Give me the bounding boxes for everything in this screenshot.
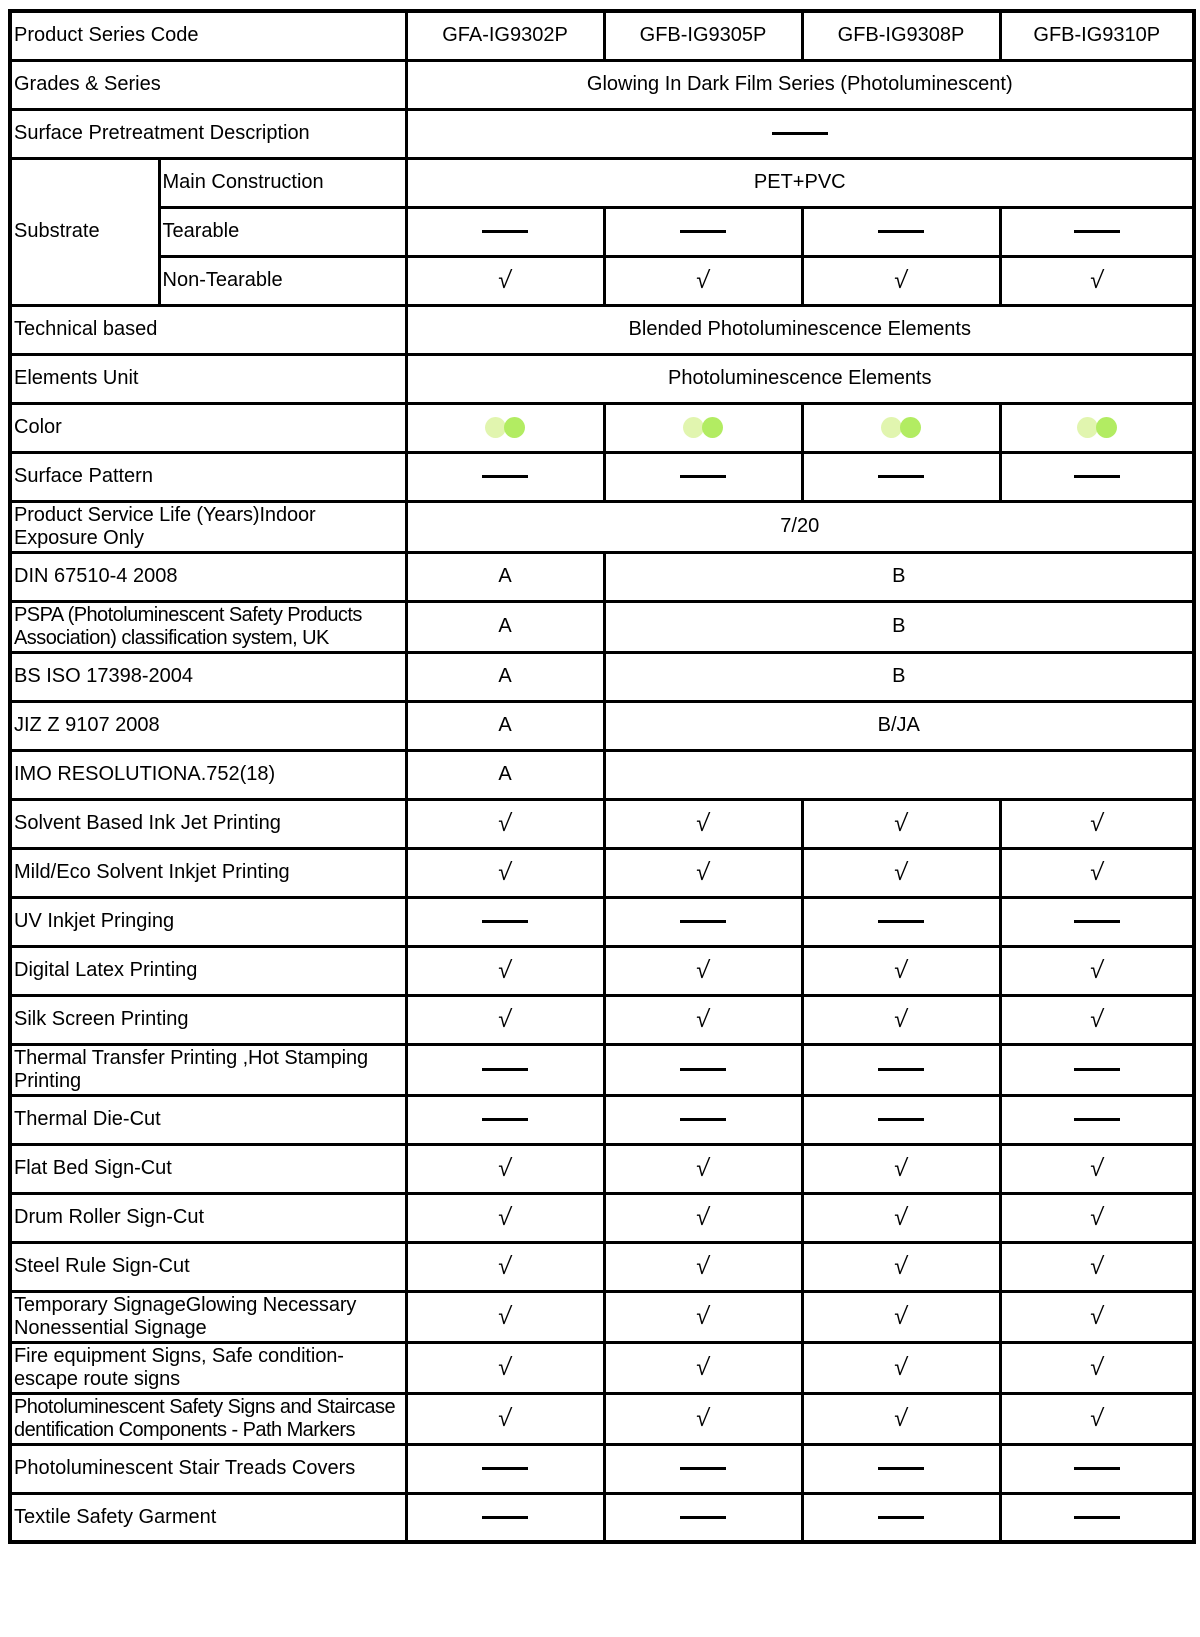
value-cell: Photoluminescence Elements (406, 354, 1194, 403)
table-row-jiz (10, 701, 1194, 750)
value-cell (1000, 897, 1194, 946)
color-dot-bright-icon (900, 417, 921, 438)
value-cell (406, 1193, 604, 1242)
row-label: PSPA (Photoluminescent Safety Products Association) classification system, UK (10, 601, 406, 652)
value-cell (802, 256, 1000, 305)
value-cell: A (406, 552, 604, 601)
dash-icon (680, 1467, 726, 1470)
row-label: Product Series Code (10, 11, 406, 60)
value-cell: A (406, 652, 604, 701)
row-label: Temporary SignageGlowing Necessary Nonessential Signage (10, 1291, 406, 1342)
color-swatch-cell (604, 403, 802, 452)
value-cell: PET+PVC (406, 158, 1194, 207)
check-icon: √ (497, 1353, 514, 1381)
value-cell: B (604, 652, 1194, 701)
row-group-label: Substrate (10, 158, 159, 305)
dash-icon (1074, 1467, 1120, 1470)
dash-icon (1074, 230, 1120, 233)
value-cell (802, 897, 1000, 946)
value-cell: B/JA (604, 701, 1194, 750)
row-label: Thermal Transfer Printing ,Hot Stamping Printing (10, 1044, 406, 1095)
check-icon: √ (893, 1154, 910, 1182)
value-cell (406, 995, 604, 1044)
row-label: Color (10, 403, 406, 452)
check-icon: √ (1088, 1005, 1105, 1033)
value-cell (406, 1044, 604, 1095)
color-dot-bright-icon (504, 417, 525, 438)
value-cell: 7/20 (406, 501, 1194, 552)
value-cell: GFB-IG9310P (1000, 11, 1194, 60)
check-icon: √ (893, 956, 910, 984)
empty-cell (604, 750, 1194, 799)
value-cell (604, 207, 802, 256)
table-row-grades-series (10, 60, 1194, 109)
value-cell (406, 848, 604, 897)
value-cell (802, 1393, 1000, 1444)
value-cell (1000, 452, 1194, 501)
dash-icon (680, 230, 726, 233)
dash-icon (482, 920, 528, 923)
row-label: Grades & Series (10, 60, 406, 109)
value-cell: A (406, 701, 604, 750)
check-icon: √ (893, 809, 910, 837)
value-cell (1000, 1342, 1194, 1393)
check-icon: √ (695, 858, 712, 886)
check-icon: √ (1088, 809, 1105, 837)
dash-icon (680, 475, 726, 478)
value-cell (802, 946, 1000, 995)
value-cell (802, 452, 1000, 501)
row-label: Thermal Die-Cut (10, 1095, 406, 1144)
color-dot-light-icon (485, 417, 506, 438)
value-cell (802, 1095, 1000, 1144)
value-cell (604, 1095, 802, 1144)
table-row-safety-signs-markers (10, 1393, 1194, 1444)
dash-icon (878, 920, 924, 923)
value-cell (406, 1342, 604, 1393)
check-icon: √ (893, 1353, 910, 1381)
row-label: Silk Screen Printing (10, 995, 406, 1044)
table-row-flat-bed (10, 1144, 1194, 1193)
value-cell (802, 1493, 1000, 1542)
value-cell (406, 1444, 604, 1493)
value-cell (1000, 848, 1194, 897)
table-row-uv-inkjet (10, 897, 1194, 946)
check-icon: √ (695, 956, 712, 984)
value-cell (1000, 256, 1194, 305)
table-row-eco-solvent (10, 848, 1194, 897)
value-cell (406, 1393, 604, 1444)
check-icon: √ (1088, 1154, 1105, 1182)
table-row-bs-iso (10, 652, 1194, 701)
value-cell: GFA-IG9302P (406, 11, 604, 60)
check-icon: √ (1088, 1203, 1105, 1231)
check-icon: √ (497, 1404, 514, 1432)
check-icon: √ (893, 266, 910, 294)
color-swatch-cell (1000, 403, 1194, 452)
table-row-temporary-signage (10, 1291, 1194, 1342)
table-row-digital-latex (10, 946, 1194, 995)
value-cell (1000, 207, 1194, 256)
dash-icon (878, 230, 924, 233)
table-row-din-67510 (10, 552, 1194, 601)
check-icon: √ (893, 1252, 910, 1280)
value-cell (802, 1044, 1000, 1095)
dash-icon (482, 1516, 528, 1519)
value-cell (1000, 946, 1194, 995)
check-icon: √ (695, 1203, 712, 1231)
value-cell (1000, 1444, 1194, 1493)
row-label: Main Construction (159, 158, 406, 207)
check-icon: √ (1088, 1302, 1105, 1330)
value-cell (1000, 1144, 1194, 1193)
value-cell (604, 1242, 802, 1291)
check-icon: √ (497, 266, 514, 294)
check-icon: √ (695, 1404, 712, 1432)
check-icon: √ (497, 956, 514, 984)
check-icon: √ (695, 1353, 712, 1381)
value-cell (802, 1193, 1000, 1242)
value-cell (604, 1193, 802, 1242)
dash-icon (1074, 920, 1120, 923)
value-cell (604, 1044, 802, 1095)
color-dot-light-icon (881, 417, 902, 438)
value-cell (604, 452, 802, 501)
value-cell (604, 1393, 802, 1444)
color-swatch-cell (802, 403, 1000, 452)
value-cell (604, 897, 802, 946)
dash-icon (680, 1118, 726, 1121)
value-cell: B (604, 601, 1194, 652)
row-label: Flat Bed Sign-Cut (10, 1144, 406, 1193)
value-cell (802, 1144, 1000, 1193)
check-icon: √ (695, 266, 712, 294)
value-cell (1000, 1193, 1194, 1242)
row-label: Solvent Based Ink Jet Printing (10, 799, 406, 848)
row-label: IMO RESOLUTIONA.752(18) (10, 750, 406, 799)
check-icon: √ (893, 1302, 910, 1330)
row-label: UV Inkjet Pringing (10, 897, 406, 946)
check-icon: √ (497, 1302, 514, 1330)
table-row-product-series-code (10, 11, 1194, 60)
table-row-thermal-transfer (10, 1044, 1194, 1095)
row-label: DIN 67510-4 2008 (10, 552, 406, 601)
value-cell (802, 1342, 1000, 1393)
value-cell (1000, 799, 1194, 848)
row-label: Elements Unit (10, 354, 406, 403)
value-cell (604, 1291, 802, 1342)
row-label: Digital Latex Printing (10, 946, 406, 995)
table-row-steel-rule (10, 1242, 1194, 1291)
check-icon: √ (695, 1154, 712, 1182)
table-row-stair-treads (10, 1444, 1194, 1493)
row-label: Technical based (10, 305, 406, 354)
dash-icon (482, 230, 528, 233)
row-label: Photoluminescent Safety Signs and Staircase dentification Components - Path Markers (10, 1393, 406, 1444)
check-icon: √ (497, 1005, 514, 1033)
value-cell: Glowing In Dark Film Series (Photoluminescent) (406, 60, 1194, 109)
row-label: BS ISO 17398-2004 (10, 652, 406, 701)
dash-icon (680, 920, 726, 923)
dash-icon (1074, 1118, 1120, 1121)
color-swatch-cell (406, 403, 604, 452)
table-row-pspa (10, 601, 1194, 652)
check-icon: √ (1088, 858, 1105, 886)
value-cell (1000, 1095, 1194, 1144)
table-row-tearable (10, 207, 1194, 256)
dash-icon (680, 1516, 726, 1519)
table-row-service-life (10, 501, 1194, 552)
table-row-technical-based (10, 305, 1194, 354)
dash-icon (772, 132, 828, 135)
row-label: Tearable (159, 207, 406, 256)
table-row-silk-screen (10, 995, 1194, 1044)
value-cell (1000, 1291, 1194, 1342)
dash-icon (482, 1467, 528, 1470)
spec-table-body (10, 11, 1194, 1542)
value-cell: Blended Photoluminescence Elements (406, 305, 1194, 354)
value-cell (406, 946, 604, 995)
table-row-textile-garment (10, 1493, 1194, 1542)
check-icon: √ (497, 1154, 514, 1182)
value-cell (406, 1095, 604, 1144)
color-dot-bright-icon (702, 417, 723, 438)
check-icon: √ (695, 1302, 712, 1330)
row-label: Textile Safety Garment (10, 1493, 406, 1542)
table-row-solvent-inkjet (10, 799, 1194, 848)
check-icon: √ (893, 1005, 910, 1033)
value-cell (604, 1444, 802, 1493)
value-cell (604, 946, 802, 995)
check-icon: √ (1088, 1353, 1105, 1381)
check-icon: √ (1088, 1404, 1105, 1432)
value-cell (406, 452, 604, 501)
value-cell (406, 897, 604, 946)
row-label: Steel Rule Sign-Cut (10, 1242, 406, 1291)
value-cell (604, 1342, 802, 1393)
value-cell (604, 995, 802, 1044)
table-row-surface-pretreatment (10, 109, 1194, 158)
dash-icon (482, 1068, 528, 1071)
check-icon: √ (893, 1404, 910, 1432)
table-row-surface-pattern (10, 452, 1194, 501)
check-icon: √ (497, 809, 514, 837)
value-cell (406, 1242, 604, 1291)
check-icon: √ (695, 1252, 712, 1280)
value-cell (604, 1493, 802, 1542)
value-cell (406, 1291, 604, 1342)
value-cell (802, 1444, 1000, 1493)
dash-icon (1074, 475, 1120, 478)
value-cell (1000, 1044, 1194, 1095)
value-cell (604, 1144, 802, 1193)
value-cell (802, 848, 1000, 897)
row-label: Fire equipment Signs, Safe condition-escape route signs (10, 1342, 406, 1393)
value-cell (406, 1493, 604, 1542)
table-row-elements-unit (10, 354, 1194, 403)
value-cell (802, 207, 1000, 256)
value-cell: GFB-IG9308P (802, 11, 1000, 60)
dash-icon (878, 1068, 924, 1071)
table-row-drum-roller (10, 1193, 1194, 1242)
value-cell: A (406, 601, 604, 652)
value-cell (1000, 1242, 1194, 1291)
dash-icon (878, 1516, 924, 1519)
dash-icon (878, 1467, 924, 1470)
value-cell (406, 109, 1194, 158)
color-dot-bright-icon (1096, 417, 1117, 438)
dash-icon (482, 475, 528, 478)
value-cell (802, 1242, 1000, 1291)
row-label: Product Service Life (Years)Indoor Exposure Only (10, 501, 406, 552)
row-label: JIZ Z 9107 2008 (10, 701, 406, 750)
value-cell (406, 1144, 604, 1193)
row-label: Mild/Eco Solvent Inkjet Printing (10, 848, 406, 897)
dash-icon (878, 475, 924, 478)
value-cell (604, 848, 802, 897)
dash-icon (1074, 1516, 1120, 1519)
value-cell (406, 799, 604, 848)
color-dot-light-icon (683, 417, 704, 438)
row-label: Photoluminescent Stair Treads Covers (10, 1444, 406, 1493)
check-icon: √ (893, 1203, 910, 1231)
check-icon: √ (893, 858, 910, 886)
value-cell: A (406, 750, 604, 799)
row-label: Drum Roller Sign-Cut (10, 1193, 406, 1242)
row-label: Non-Tearable (159, 256, 406, 305)
table-row-imo (10, 750, 1194, 799)
value-cell (802, 995, 1000, 1044)
value-cell (1000, 995, 1194, 1044)
value-cell (406, 256, 604, 305)
table-row-color (10, 403, 1194, 452)
check-icon: √ (497, 1203, 514, 1231)
value-cell: GFB-IG9305P (604, 11, 802, 60)
dash-icon (878, 1118, 924, 1121)
check-icon: √ (497, 1252, 514, 1280)
check-icon: √ (695, 1005, 712, 1033)
dash-icon (482, 1118, 528, 1121)
value-cell (604, 256, 802, 305)
row-label: Surface Pattern (10, 452, 406, 501)
check-icon: √ (1088, 266, 1105, 294)
check-icon: √ (1088, 956, 1105, 984)
check-icon: √ (497, 858, 514, 886)
color-dot-light-icon (1077, 417, 1098, 438)
spec-table (8, 9, 1196, 1544)
table-row-fire-equipment (10, 1342, 1194, 1393)
table-row-thermal-die-cut (10, 1095, 1194, 1144)
value-cell: B (604, 552, 1194, 601)
value-cell (1000, 1493, 1194, 1542)
check-icon: √ (1088, 1252, 1105, 1280)
value-cell (1000, 1393, 1194, 1444)
row-label: Surface Pretreatment Description (10, 109, 406, 158)
value-cell (406, 207, 604, 256)
dash-icon (1074, 1068, 1120, 1071)
value-cell (802, 1291, 1000, 1342)
table-row-main-construction (10, 158, 1194, 207)
value-cell (604, 799, 802, 848)
table-row-non-tearable (10, 256, 1194, 305)
dash-icon (680, 1068, 726, 1071)
value-cell (802, 799, 1000, 848)
check-icon: √ (695, 809, 712, 837)
